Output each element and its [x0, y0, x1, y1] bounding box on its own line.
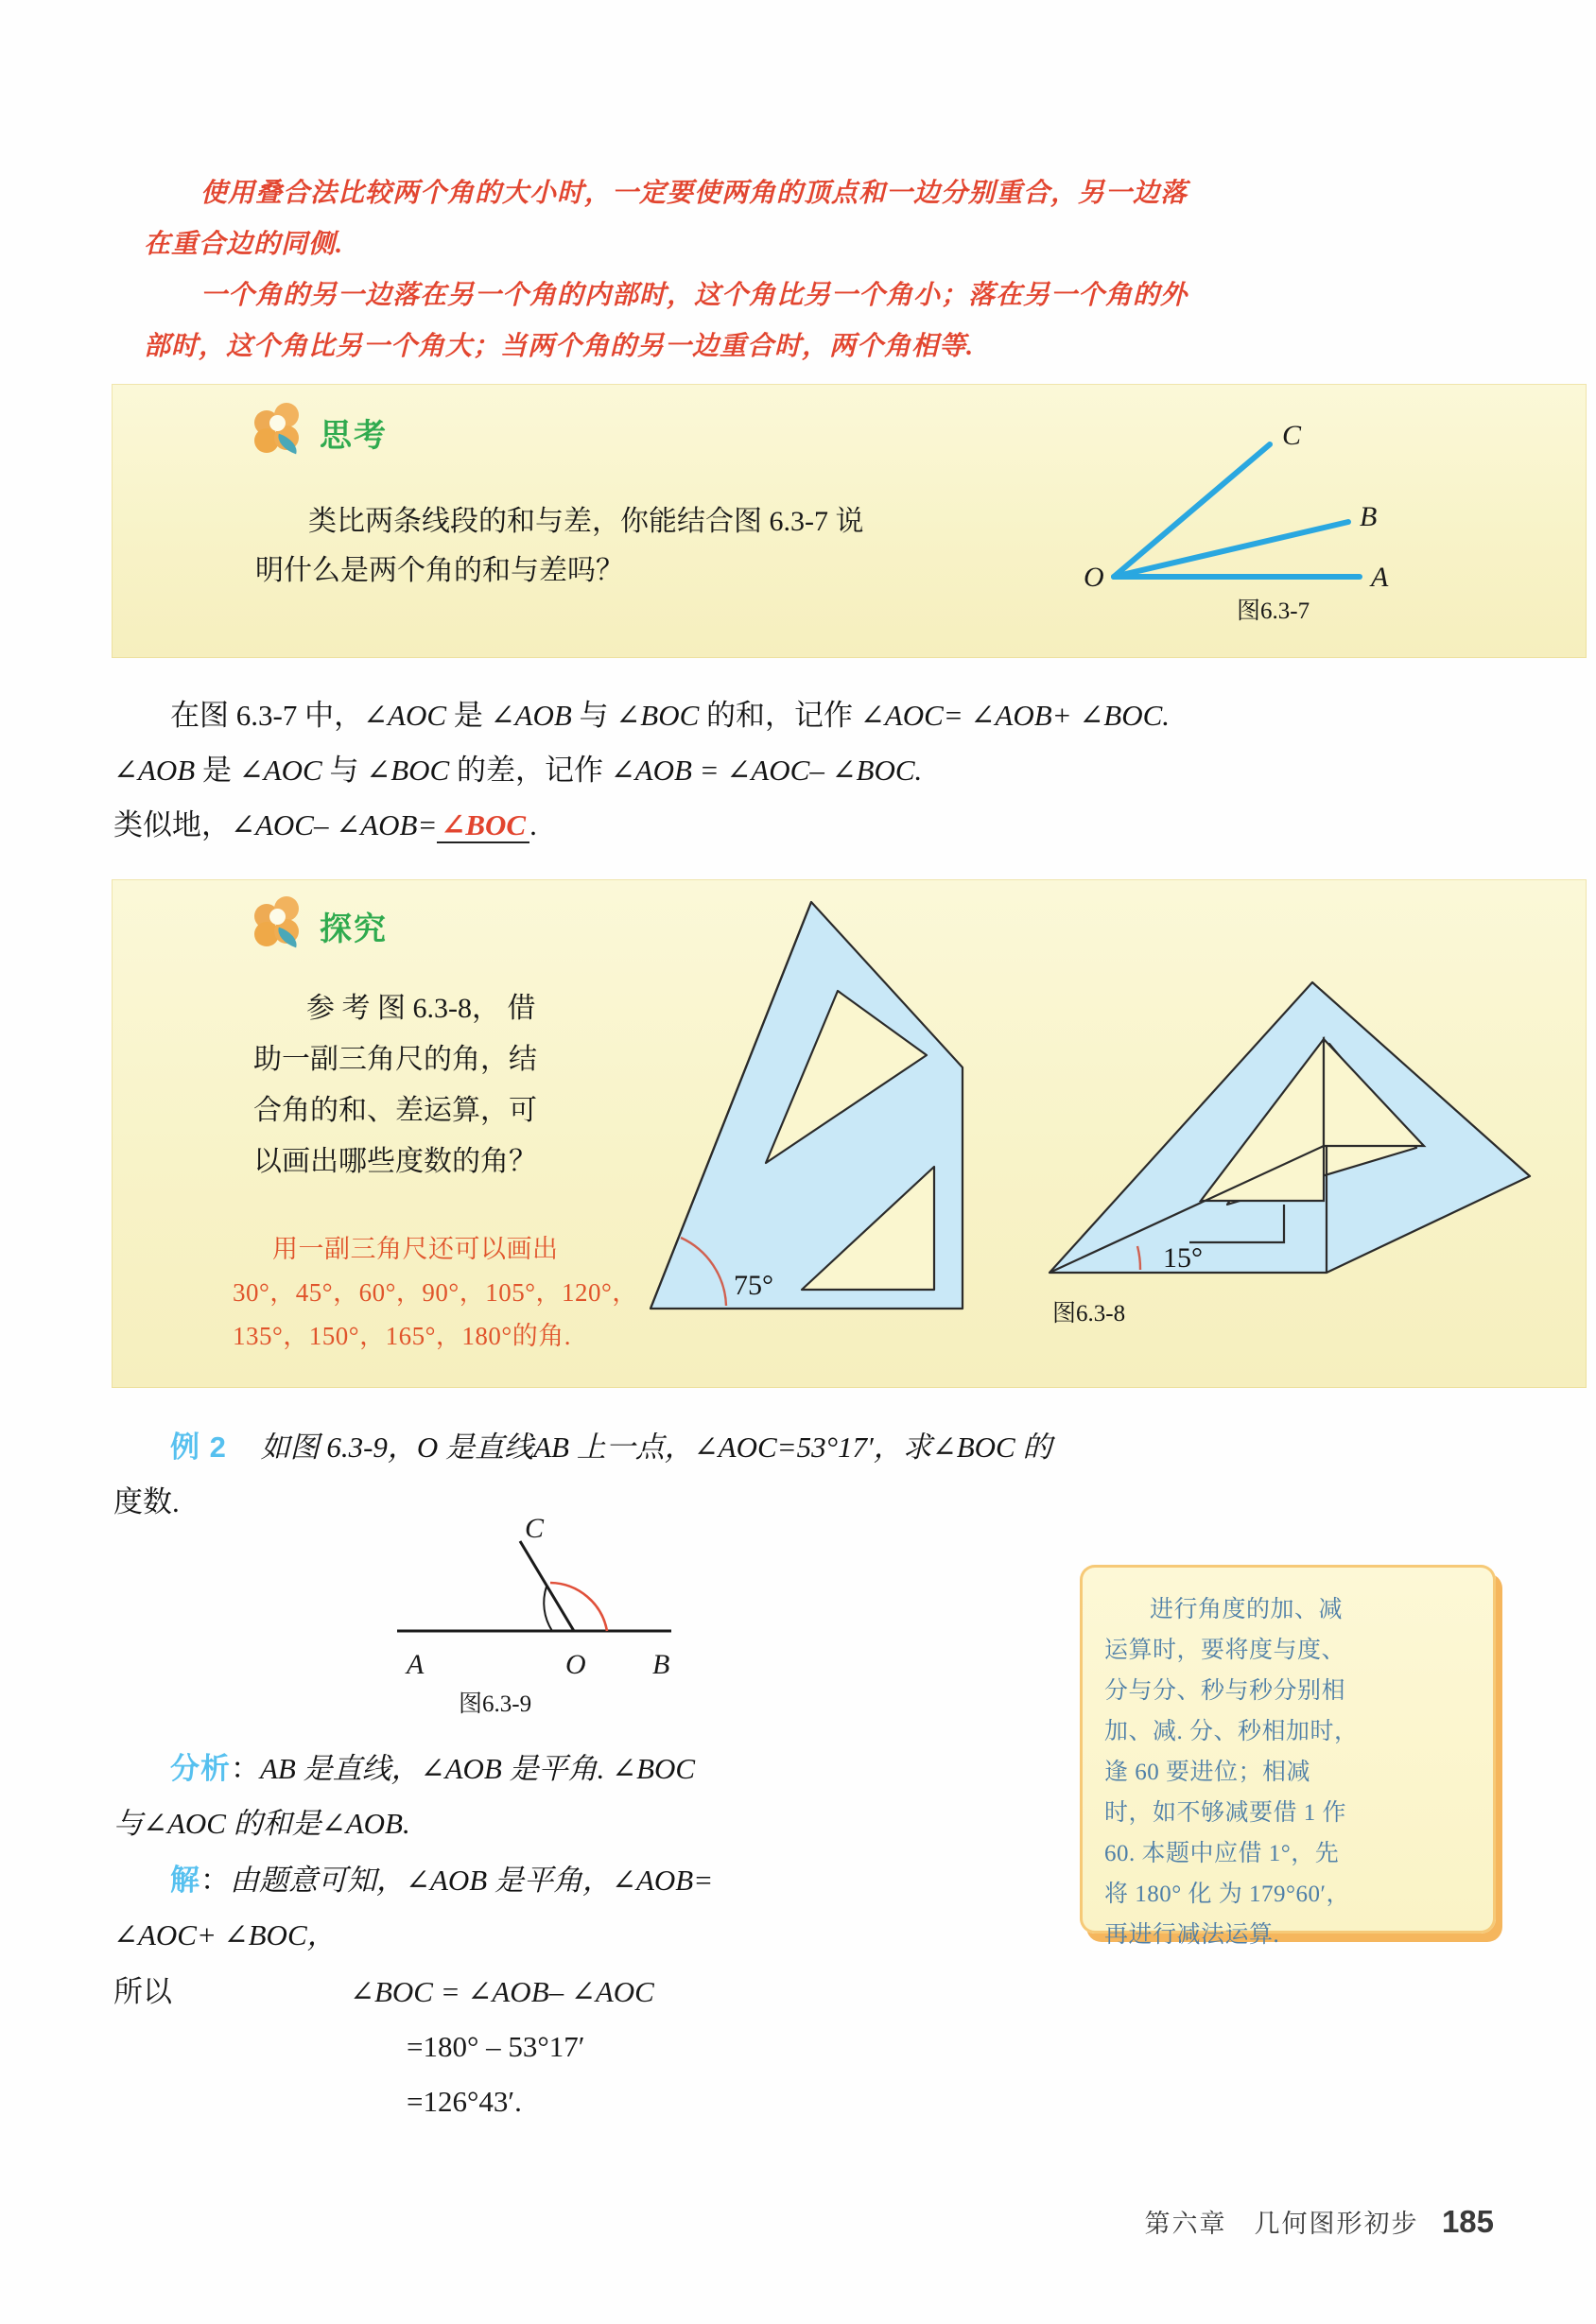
colon: ： — [200, 1864, 230, 1897]
annotation-line: 在重合边的同侧. — [144, 230, 344, 259]
text-fragment: 类似地， — [113, 808, 231, 841]
example-tag: 例 2 — [170, 1431, 227, 1464]
equation-fill: ∠AOC– ∠AOB= — [231, 808, 438, 841]
think-box-text — [255, 497, 955, 596]
handwriting-line: 135°，150°，165°，180°的角. — [233, 1322, 571, 1350]
analysis-block — [113, 1742, 1059, 1851]
side-note-line: 60. 本题中应借 1°，先 — [1104, 1841, 1340, 1866]
explore-line: 以画出哪些度数的角？ — [253, 1146, 537, 1177]
text-fragment: 在图 6.3-7 中， — [170, 699, 364, 732]
text-fragment: 的差，记作 — [449, 754, 611, 787]
side-note-card — [1080, 1565, 1496, 1948]
par-line-3 — [113, 798, 1484, 853]
angle-aoc: ∠AOC — [238, 754, 322, 787]
analysis-line-1 — [113, 1742, 1059, 1796]
angle-aoc: ∠AOC — [363, 699, 447, 732]
solution-so-label: 所以 — [113, 1975, 172, 2008]
svg-text:B: B — [1360, 501, 1378, 532]
svg-text:C: C — [1282, 420, 1302, 451]
angle-boc: ∠BOC — [616, 699, 700, 732]
figure-6-3-8 — [622, 893, 1577, 1337]
think-box-header — [252, 403, 388, 461]
svg-text:B: B — [652, 1649, 670, 1680]
handwriting-line: 用一副三角尺还可以画出 — [272, 1235, 559, 1263]
paragraph-sum-difference — [113, 688, 1484, 853]
equation-3: =126°43′. — [407, 2085, 522, 2118]
par-line-1 — [113, 688, 1484, 743]
analysis-text: AB 是直线，∠AOB 是平角. ∠BOC — [260, 1752, 696, 1785]
example-statement: 如图 6.3-9，O 是直线AB 上一点，∠AOC=53°17′，求∠BOC 的 — [260, 1431, 1052, 1464]
figure-6-3-7-caption: 图6.3-7 — [1237, 598, 1310, 624]
text-fragment: 是 — [195, 754, 239, 787]
equation-difference: ∠AOB = ∠AOC– ∠BOC. — [610, 754, 923, 787]
example-line-1 — [113, 1420, 1513, 1475]
think-box — [112, 384, 1587, 658]
page-footer — [0, 2203, 1596, 2240]
analysis-line-2: 与∠AOC 的和是∠AOB. — [113, 1807, 410, 1840]
figure-6-3-7 — [1076, 405, 1549, 641]
svg-text:O: O — [565, 1649, 586, 1680]
text-fragment: 的和，记作 — [699, 699, 860, 732]
colon: ： — [231, 1752, 260, 1785]
angle-label-15: 15° — [1163, 1242, 1203, 1274]
text-fragment: 与 — [571, 699, 616, 732]
footer-chapter: 第六章 几何图形初步 — [1144, 2210, 1419, 2238]
svg-text:A: A — [1371, 562, 1389, 593]
side-note-line: 加、减. 分、秒相加时， — [1104, 1719, 1359, 1744]
flower-icon — [252, 896, 306, 955]
angle-boc: ∠BOC — [366, 754, 450, 787]
svg-text:C: C — [525, 1513, 545, 1544]
annotation-line: 一个角的另一边落在另一个角的内部时，这个角比另一个角小；落在另一个角的外 — [200, 281, 1188, 310]
angle-label-75: 75° — [734, 1270, 773, 1301]
side-note-line: 分与分、秒与秒分别相 — [1104, 1678, 1346, 1704]
explore-box-text — [253, 983, 632, 1188]
text-fragment: 与 — [321, 754, 367, 787]
side-note-text — [1080, 1565, 1496, 1955]
explore-line: 合角的和、差运算，可 — [253, 1095, 537, 1126]
figure-6-3-9-caption: 图6.3-9 — [459, 1691, 532, 1717]
text-fragment: 是 — [446, 699, 491, 732]
figure-6-3-8-svg — [622, 893, 1577, 1337]
side-note-line: 运算时，要将度与度、 — [1104, 1638, 1346, 1663]
handwriting-line: 30°，45°，60°，90°，105°，120°， — [233, 1278, 638, 1307]
par-line-2 — [113, 743, 1484, 798]
solution-text: 由题意可知，∠AOB 是平角，∠AOB= — [230, 1864, 714, 1897]
explore-box-label: 探究 — [320, 911, 388, 947]
side-note-line: 时，如不够减要借 1 作 — [1104, 1800, 1347, 1826]
solution-block — [113, 1853, 1059, 1963]
explore-handwriting — [233, 1227, 677, 1358]
figure-6-3-8-caption: 图6.3-8 — [1052, 1301, 1126, 1327]
svg-text:A: A — [407, 1649, 425, 1680]
annotation-line: 使用叠合法比较两个角的大小时，一定要使两角的顶点和一边分别重合，另一边落 — [200, 179, 1188, 208]
side-note-line: 进行角度的加、减 — [1150, 1597, 1344, 1622]
solution-tag: 解 — [170, 1864, 200, 1897]
footer-page-number: 185 — [1441, 2204, 1494, 2239]
svg-text:O: O — [1084, 562, 1104, 593]
side-note-line: 将 180° 化 为 179°60′， — [1104, 1882, 1350, 1907]
solution-line-2: ∠AOC+ ∠BOC， — [113, 1918, 337, 1951]
figure-6-3-9 — [388, 1513, 728, 1730]
figure-6-3-7-svg — [1076, 405, 1549, 603]
solution-equations — [113, 1965, 1059, 2129]
side-note-line: 逢 60 要进位；相减 — [1104, 1760, 1311, 1785]
figure-6-3-9-svg — [388, 1513, 728, 1683]
explore-box-header — [252, 896, 388, 955]
equation-sum: ∠AOC= ∠AOB+ ∠BOC. — [859, 699, 1171, 732]
text-fragment: . — [529, 808, 537, 841]
example-line-2: 度数. — [113, 1485, 180, 1518]
angle-aob: ∠AOB — [113, 754, 196, 787]
flower-icon — [252, 403, 306, 461]
equation-2: =180° – 53°17′ — [407, 2030, 585, 2063]
angle-aob: ∠AOB — [490, 699, 572, 732]
think-line: 明什么是两个角的和与差吗？ — [255, 555, 624, 586]
explore-line: 助一副三角尺的角，结 — [253, 1044, 537, 1075]
example-2-block — [113, 1420, 1513, 1530]
equation-1: ∠BOC = ∠AOB– ∠AOC — [350, 1975, 654, 2008]
analysis-tag: 分析 — [170, 1752, 231, 1785]
annotation-line: 部时，这个角比另一个角大；当两个角的另一边重合时，两个角相等. — [144, 332, 975, 361]
think-line: 类比两条线段的和与差，你能结合图 6.3-7 说 — [308, 506, 864, 537]
explore-line: 参 考 图 6.3-8， 借 — [306, 993, 536, 1024]
filled-blank-answer: ∠BOC — [437, 808, 529, 843]
explore-box — [112, 879, 1587, 1388]
think-box-label: 思考 — [320, 417, 388, 454]
top-annotation — [144, 168, 1467, 373]
side-note-line: 再进行减法运算. — [1104, 1922, 1280, 1948]
solution-line-1 — [113, 1853, 1059, 1908]
